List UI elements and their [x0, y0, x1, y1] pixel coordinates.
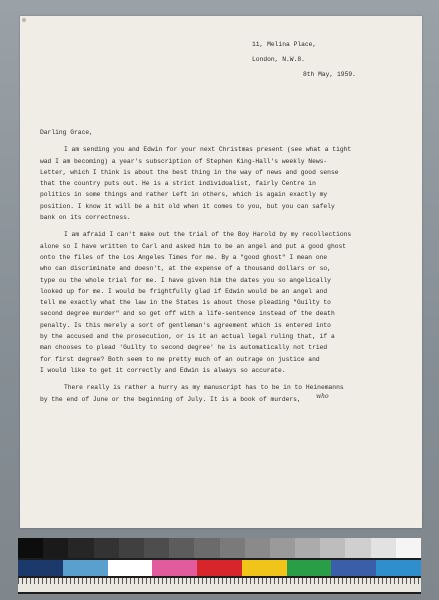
grey-scale-strip	[18, 538, 421, 558]
color-patch	[197, 560, 242, 576]
address-line-2: London, N.W.8.	[252, 56, 305, 63]
address-line-1: 11, Melina Place,	[252, 41, 317, 48]
salutation: Darling Grace,	[40, 129, 93, 136]
grey-patch	[144, 538, 169, 558]
text-line: There really is rather a hurry as my manuscript has to be in to Heinemanns	[64, 384, 344, 392]
text-line: bank on its correctness.	[40, 214, 131, 222]
grey-patch	[18, 538, 43, 558]
color-calibration-target	[18, 538, 421, 594]
paragraph-3	[40, 382, 400, 405]
pin-hole	[22, 18, 26, 22]
text-line: position. I know it will be a bit old when it comes to you, but you can safely	[40, 202, 335, 210]
text-line: type ou the whole trial for me. I have given him the dates you so angelically	[40, 276, 331, 284]
grey-patch	[345, 538, 370, 558]
grey-patch	[270, 538, 295, 558]
color-patch	[331, 560, 376, 576]
grey-patch	[371, 538, 396, 558]
text-line: I would like to get it correctly and Edwin is always so accurate.	[40, 366, 286, 374]
text-line: Letter, which I think is about the best thing in the way of news and good sense	[40, 168, 339, 176]
grey-patch	[43, 538, 68, 558]
paragraph-2	[40, 229, 400, 376]
text-line: for first degree? Both seem to me pretty much of an outrage on justice and	[40, 355, 320, 363]
grey-patch	[320, 538, 345, 558]
grey-patch	[396, 538, 421, 558]
letter-body	[40, 127, 400, 405]
text-line: second degree murder" and so get off with a life-sentence instead of the death	[40, 310, 335, 318]
grey-patch	[119, 538, 144, 558]
text-line: by the end of June or the beginning of July. It is a book of murders,	[40, 395, 301, 403]
grey-patch	[245, 538, 270, 558]
color-patch	[18, 560, 63, 576]
text-line: alone so I have written to Carl and asked him to be an angel and put a good ghost	[40, 242, 347, 250]
color-patch	[287, 560, 332, 576]
text-line: penalty. Is this merely a sort of gentleman's agreement which is entered into	[40, 321, 331, 329]
letter-date: 8th May, 1959.	[303, 71, 356, 78]
handwritten-insert: who	[316, 393, 329, 400]
color-patch	[152, 560, 197, 576]
measuring-ruler	[18, 578, 421, 592]
text-line: man chooses to plead 'Guilty to second degree' he is automatically not tried	[40, 344, 328, 352]
text-line: I am afraid I can't make out the trial of the Boy Harold by my recollections	[64, 231, 352, 239]
color-patch	[63, 560, 108, 576]
text-line: looked up for me. I would be frightfully glad if Edwin would be an angel and	[40, 287, 328, 295]
text-line: politics in some things and rather Left in others, which is again exactly my	[40, 191, 328, 199]
text-line: tell me exactly what the law in the States is about those pleading "Guilty to	[40, 299, 331, 307]
grey-patch	[68, 538, 93, 558]
text-line: onto the files of the Los Angeles Times for me. By a "good ghost" I mean one	[40, 253, 328, 261]
color-patch-strip	[18, 560, 421, 576]
text-line: I am sending you and Edwin for your next Christmas present (see what a tight	[64, 146, 352, 154]
color-patch	[242, 560, 287, 576]
color-patch	[108, 560, 153, 576]
color-patch	[376, 560, 421, 576]
paragraph-1	[40, 144, 400, 223]
text-line: that the country puts out. He is a strict individualist, fairly Centre in	[40, 180, 316, 188]
grey-patch	[94, 538, 119, 558]
text-line: wad I am becoming) a year's subscription of Stephen King-Hall's weekly News-	[40, 157, 328, 165]
text-line: who can discriminate and doesn't, at the expense of a thousand dollars or so,	[40, 265, 331, 273]
grey-patch	[220, 538, 245, 558]
grey-patch	[194, 538, 219, 558]
text-line: by the accused and the prosecution, or is it an actual legal ruling that, if a	[40, 333, 335, 341]
grey-patch	[295, 538, 320, 558]
grey-patch	[169, 538, 194, 558]
